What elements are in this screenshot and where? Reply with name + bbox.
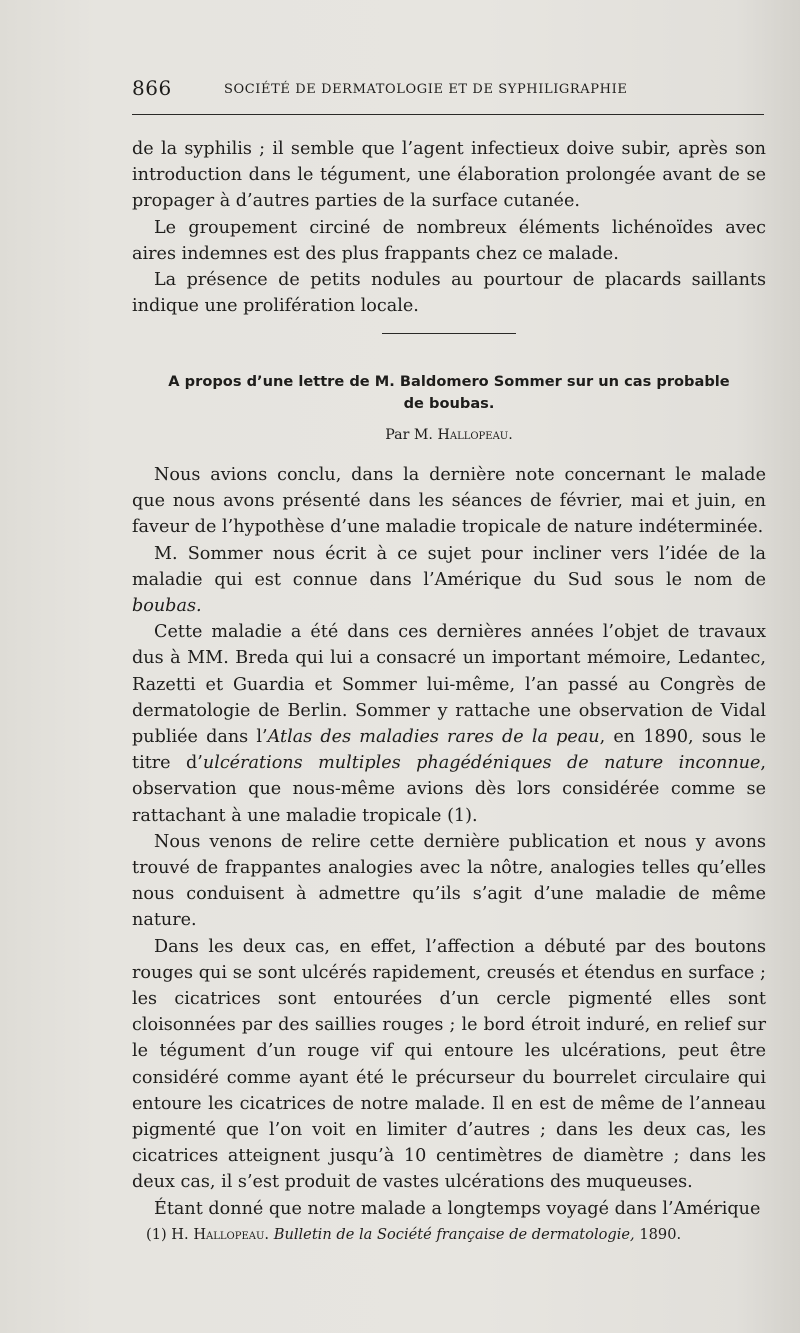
footnote-author: Hallopeau. [193,1226,270,1243]
footnote [146,1224,766,1246]
paragraph: Dans les deux cas, en effet, l’affection a débuté par des boutons rouges qui se sont ulcérés rapidement, creusés et étendus en surface ; les cicatrices sont entourées d’un cercle pigmenté elles sont cloisonnées par des saillies rouges ; le bord étroit induré, en relief sur le tégument d’un rouge vif qui entoure les ulcérations, peut être considéré comme ayant été le précurseur du bourrelet circulaire qui entoure les cicatrices de notre malade. Il en est de même de l’anneau pigmenté que l’on voit en limiter d’autres ; dans les deux cas, les cicatrices atteignent jusqu’à 10 centimètres de diamètre ; dans les deux cas, il s’est produit de vastes ulcérations des muqueuses. [132,936,766,1193]
italic-title: Atlas des maladies rares de la peau [267,727,600,748]
paragraph-text: , en 1890, sous le titre d’ [132,727,767,774]
paragraph-text: M. Sommer nous écrit à ce sujet pour incliner vers l’idée de la maladie qui est connue dans l’Amérique du Sud sous le nom de [132,543,766,590]
article-title [132,371,766,415]
paragraph-text: , observation que nous-même avions dès lors considérée comme se rattachant à une maladie tropicale (1). [132,753,766,826]
paragraph: Nous avions conclu, dans la dernière note concernant le malade que nous avons présenté dans les séances de février, mai et juin, en faveur de l’hypothèse d’une maladie tropicale de nature indéterminée. [132,465,766,538]
article-body [132,462,766,1222]
footnote-marker: (1) H. [146,1226,189,1243]
article-title-line-1: A propos d’une lettre de M. Baldomero Sommer sur un cas probable [168,373,730,390]
byline-prefix: Par M. [385,427,433,443]
italic-title: ulcérations multiples phagédéniques de nature inconnue [202,753,761,774]
paragraph: Étant donné que notre malade a longtemps voyagé dans l’Amérique [154,1198,761,1219]
italic-term: boubas. [132,596,202,617]
byline-author: Hallopeau. [437,427,513,443]
paragraph [132,619,766,829]
paragraph [132,541,766,620]
paragraph: La présence de petits nodules au pourtour de placards saillants indique une prolifération locale. [132,270,766,317]
page-number: 866 [132,76,172,100]
paragraph: Nous venons de relire cette dernière publication et nous y avons trouvé de frappantes analogies avec la nôtre, analogies telles qu’elles nous conduisent à admettre qu’ils s’agit d’une maladie de même nature. [132,831,766,931]
paragraph-text: Cette maladie a été dans ces dernières années l’objet de travaux dus à MM. Breda qui lui a consacré un important mémoire, Ledantec, Razetti et Guardia et Sommer lui-même, l’an passé au Congrès de dermatologie de Berlin. Sommer y rattache une observation de Vidal publiée dans l’ [132,622,766,748]
paragraph: de la syphilis ; il semble que l’agent infectieux doive subir, après son introduction dans le tégument, une élaboration prolongée avant de se propager à d’autres parties de la surface cutanée. [132,139,766,212]
footnote-journal: Bulletin de la Société française de dermatologie, [273,1226,635,1243]
byline [132,427,766,443]
article-title-line-2: de boubas. [403,395,495,412]
previous-article-end [132,136,766,319]
header-rule [132,114,764,115]
section-divider [382,333,516,334]
paragraph: Le groupement circiné de nombreux éléments lichénoïdes avec aires indemnes est des plus frappants chez ce malade. [132,217,766,264]
page-header [132,76,766,106]
running-head: SOCIÉTÉ DE DERMATOLOGIE ET DE SYPHILIGRAPHIE [224,82,628,97]
footnote-year: 1890. [634,1226,682,1243]
